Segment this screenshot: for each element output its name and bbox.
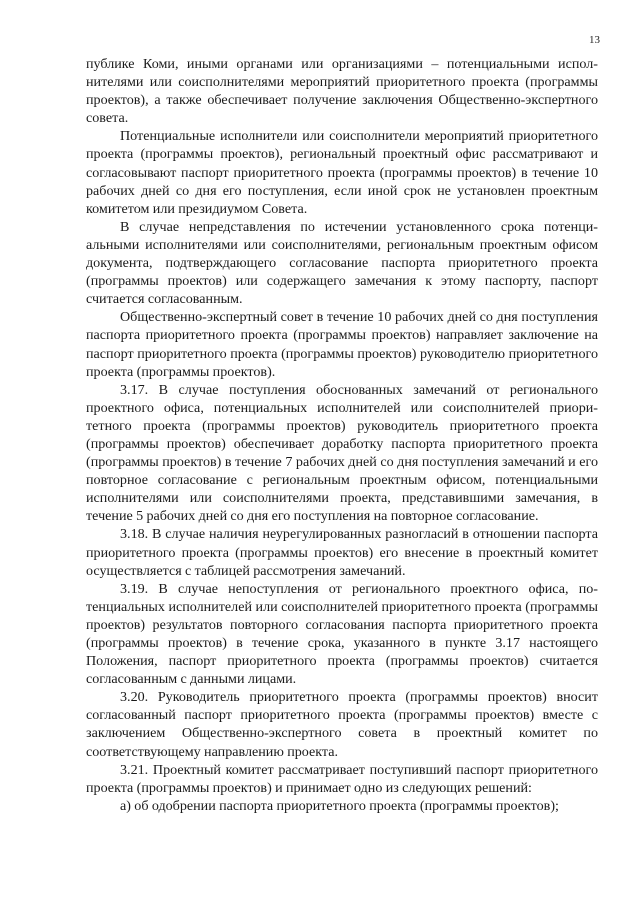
document-body: [86, 55, 598, 815]
paragraph: В случае непредставления по истечении установленного срока потенциальными исполнителями или соисполнителями, региональным проектным офисом документа, подтверждающего согласование паспорта приоритетного проекта (программы проектов) или содержащего замечания к этому паспорту, паспорт считается согласованным.: [86, 218, 598, 308]
paragraph-clause-3-17: 3.17. В случае поступления обоснованных замечаний от регионального проектного офиса, потенциальных исполнителей или соисполнителей приоритетного проекта (программы проектов) руководитель приоритетного проекта (программы проектов) обеспечивает доработку паспорта приоритетного проекта (программы проектов) в течение 7 рабочих дней со дня поступления замечаний и его повторное согласование с региональным проектным офисом, потенциальными исполнителями или соисполнителями проекта, представившими замечания, в течение 5 рабочих дней со дня его поступления на повторное согласование.: [86, 381, 598, 525]
page-number: 13: [589, 34, 600, 46]
paragraph-clause-3-21: 3.21. Проектный комитет рассматривает поступивший паспорт приоритетного проекта (программы проектов) и принимает одно из следующих решений:: [86, 761, 598, 796]
paragraph: публике Коми, иными органами или организациями – потенциальными исполнителями или соисполнителями мероприятий приоритетного проекта (программы проектов), а также обеспечивает получение заключения Общественно-экспертного совета.: [86, 56, 598, 127]
paragraph: Потенциальные исполнители или соисполнители мероприятий приоритетного проекта (программы проектов), региональный проектный офис рассматривают и согласовывают паспорт приоритетного проекта (программы проектов) в течение 10 рабочих дней со дня его поступления, если иной срок не установлен проектным комитетом или президиумом Совета.: [86, 128, 598, 217]
paragraph: Общественно-экспертный совет в течение 10 рабочих дней со дня поступления паспорта приоритетного проекта (программы проектов) направляет заключение на паспорт приоритетного проекта (программы проектов) руководителю приоритетного проекта (программы проектов).: [86, 309, 598, 380]
paragraph-clause-3-19: 3.19. В случае непоступления от регионального проектного офиса, потенциальных исполнителей или соисполнителей приоритетного проекта (программы проектов) результатов повторного согласования паспорта приоритетного проекта (программы проектов) в течение срока, указанного в пункте 3.17 настоящего Положения, паспорт приоритетного проекта (программы проектов) считается согласованным с данными лицами.: [86, 580, 598, 688]
paragraph-clause-3-18: 3.18. В случае наличия неурегулированных разногласий в отношении паспорта приоритетного проекта (программы проектов) его внесение в проектный комитет осуществляется с таблицей рассмотрения замечаний.: [86, 526, 598, 579]
paragraph-clause-3-20: 3.20. Руководитель приоритетного проекта (программы проектов) вносит согласованный паспорт приоритетного проекта (программы проектов) вместе с заключением Общественно-экспертного совета в проектный комитет по соответствующему направлению проекта.: [86, 689, 598, 760]
paragraph-subitem-a: а) об одобрении паспорта приоритетного проекта (программы проектов);: [120, 797, 559, 814]
